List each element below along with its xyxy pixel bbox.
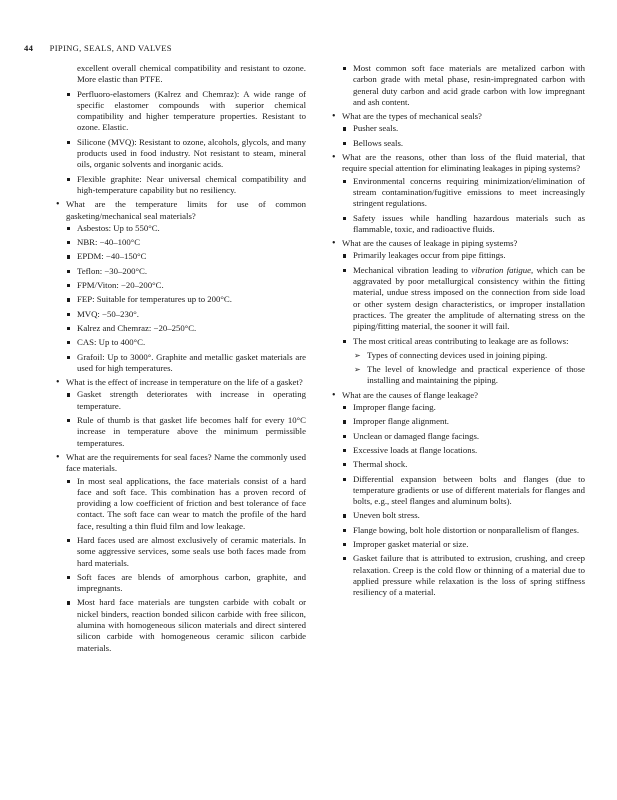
list-item: Environmental concerns requiring minimization/elimination of stream contamination/fugitive emissions to meet increasingly stringent regulations. [332,176,585,210]
list-item: Flexible graphite: Near universal chemical compatibility and high-temperature capability but no resiliency. [56,174,306,197]
list-item: Grafoil: Up to 3000°. Graphite and metallic gasket materials are used for high temperatures. [56,352,306,375]
list-item: Kalrez and Chemraz: −20–250°C. [56,323,306,334]
list-item: The most critical areas contributing to leakage are as follows: [332,336,585,347]
question: • What are the types of mechanical seals? [332,111,585,122]
question: • What is the effect of increase in temperature on the life of a gasket? [56,377,306,388]
list-item: Silicone (MVQ): Resistant to ozone, alcohols, glycols, and many products used in food industry. Not resistant to steam, mineral oils, organic solvents and inorganic acids. [56,137,306,171]
list-item: Gasket strength deteriorates with increase in operating temperature. [56,389,306,412]
left-column [56,63,306,657]
list-item: Uneven bolt stress. [332,510,585,521]
list-item: NBR: −40–100°C [56,237,306,248]
list-item: Most common soft face materials are metalized carbon with carbon grade with metal phase, resin-impregnated carbon with general duty carbon and acid grade carbon with low impregnant and ash content. [332,63,585,108]
list-item: Bellows seals. [332,138,585,149]
text-run: , which can be aggravated by poor metallurgical consistency within the fitting material, undue stress imposed on the connection from side load or other system design characteristics, or improper installation practices. The greater the amplitude of alternating stress on the piping/fitting material, the sooner it will fail. [353,264,585,332]
list-item: FEP: Suitable for temperatures up to 200°C. [56,294,306,305]
right-column [332,63,585,601]
list-item: MVQ: −50–230°. [56,309,306,320]
list-item: Safety issues while handling hazardous materials such as flammable, toxic, and radioactive fluids. [332,213,585,236]
list-item: Asbestos: Up to 550°C. [56,223,306,234]
page-number: 44 [24,43,34,53]
list-item: CAS: Up to 400°C. [56,337,306,348]
question: • What are the reasons, other than loss of the fluid material, that require special attention for eliminating leakages in piping systems? [332,152,585,175]
sub-list-item: ➢ The level of knowledge and practical experience of those installing and maintaining the piping. [332,364,585,387]
running-title: PIPING, SEALS, AND VALVES [49,43,172,53]
question: • What are the temperature limits for use of common gasketing/mechanical seal materials? [56,199,306,222]
question: • What are the requirements for seal faces? Name the commonly used face materials. [56,452,306,475]
question: • What are the causes of leakage in piping systems? [332,238,585,249]
list-item: Hard faces used are almost exclusively of ceramic materials. In some aggressive services, some seals use both faces made from hard materials. [56,535,306,569]
list-item: Perfluoro-elastomers (Kalrez and Chemraz): A wide range of specific elastomer compounds with superior chemical compatibility and higher temperature properties. Resistant to ozone. Elastic. [56,89,306,134]
list-item: Improper flange alignment. [332,416,585,427]
list-item: Excessive loads at flange locations. [332,445,585,456]
list-item: Unclean or damaged flange facings. [332,431,585,442]
continued-text: excellent overall chemical compatibility and resistant to ozone. More elastic than PTFE. [77,63,306,85]
emphasis-text: vibration fatigue [471,264,532,275]
list-item: Improper gasket material or size. [332,539,585,550]
sub-list-item: ➢ Types of connecting devices used in joining piping. [332,350,585,361]
running-header [24,43,172,53]
list-item: EPDM: −40–150°C [56,251,306,262]
list-item [332,265,585,333]
list-item: In most seal applications, the face materials consist of a hard face and soft face. This combination has a proven record of providing a low coefficient of friction and best tolerance of face contact. The soft face can wear to match the profile of the hard face, resulting a thin fluid film and low leakage. [56,476,306,532]
list-item: Teflon: −30–200°C. [56,266,306,277]
list-item: Primarily leakages occur from pipe fittings. [332,250,585,261]
list-item: Most hard face materials are tungsten carbide with cobalt or nickel binders, reaction bonded silicon carbide with free silicon, alumina with homogeneous silicon materials and direct sintered silicon carbide with homogeneous ceramic silicon carbide materials. [56,597,306,653]
list-item: Differential expansion between bolts and flanges (due to temperature gradients or use of different materials for flanges and bolts, e.g., steel flanges and aluminum bolts). [332,474,585,508]
list-item: Gasket failure that is attributed to extrusion, crushing, and creep relaxation. Creep is the cold flow or thinning of a material due to applied pressure while relaxation is the loss of spring stiffness resiliency of a material. [332,553,585,598]
list-item: Rule of thumb is that gasket life becomes half for every 10°C increase in temperature above the minimum permissible temperatures. [56,415,306,449]
list-item: Flange bowing, bolt hole distortion or nonparallelism of flanges. [332,525,585,536]
list-item: FPM/Viton: −20–200°C. [56,280,306,291]
list-item: Pusher seals. [332,123,585,134]
list-item: Improper flange facing. [332,402,585,413]
list-item: Thermal shock. [332,459,585,470]
list-item: Soft faces are blends of amorphous carbon, graphite, and impregnants. [56,572,306,595]
text-run: Mechanical vibration leading to [353,264,472,275]
question: • What are the causes of flange leakage? [332,390,585,401]
